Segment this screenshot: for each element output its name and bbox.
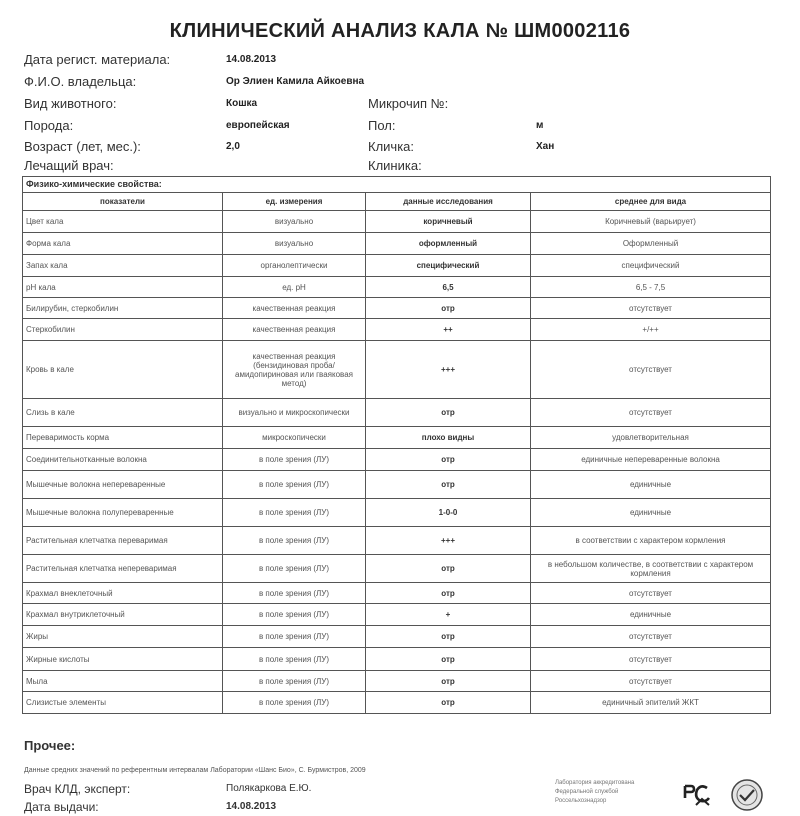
col-header-unit: ед. измерения (223, 193, 366, 211)
cell-unit: визуально и микроскопически (223, 399, 366, 427)
footer-row-doctor (0, 782, 560, 798)
table-row (23, 277, 771, 298)
cell-unit: в поле зрения (ЛУ) (223, 471, 366, 499)
cell-norm: отсутствует (531, 583, 771, 604)
cell-norm: Оформленный (531, 233, 771, 255)
header-row-species (0, 96, 800, 116)
footer-doctor-label: Врач КЛД, эксперт: (24, 782, 131, 796)
age-label: Возраст (лет, мес.): (24, 139, 141, 154)
table-row (23, 233, 771, 255)
cell-norm: 6,5 - 7,5 (531, 277, 771, 298)
results-table (22, 176, 771, 714)
cell-indicator: Стеркобилин (23, 319, 223, 341)
footnote: Данные средних значений по референтным интервалам Лаборатории «Шанс Био», С. Бурмистров, 2009 (24, 767, 366, 774)
reg-date-value: 14.08.2013 (226, 54, 277, 65)
report-title: КЛИНИЧЕСКИЙ АНАЛИЗ КАЛА № ШМ0002116 (169, 20, 631, 42)
cell-result: 6,5 (366, 277, 531, 298)
cell-unit: в поле зрения (ЛУ) (223, 527, 366, 555)
species-label: Вид животного: (24, 96, 117, 111)
species-value: Кошка (226, 98, 258, 109)
cell-norm: отсутствует (531, 399, 771, 427)
table-row (23, 671, 771, 692)
cell-norm: в соответствии с характером кормления (531, 527, 771, 555)
quality-seal-icon (730, 778, 764, 812)
footer-row-issue (0, 800, 560, 816)
table-row (23, 211, 771, 233)
cell-indicator: Мышечные волокна полупереваренные (23, 499, 223, 527)
other-label: Прочее: (24, 738, 76, 753)
cell-unit: в поле зрения (ЛУ) (223, 555, 366, 583)
cell-indicator: Мышечные волокна непереваренные (23, 471, 223, 499)
sex-label: Пол: (368, 118, 396, 133)
cell-norm: единичный эпителий ЖКТ (531, 692, 771, 714)
cell-norm: единичные (531, 471, 771, 499)
cell-norm: специфический (531, 255, 771, 277)
cell-norm: отсутствует (531, 341, 771, 399)
table-row (23, 298, 771, 319)
cell-result: отр (366, 555, 531, 583)
age-value: 2,0 (226, 141, 240, 152)
table-row (23, 341, 771, 399)
cell-indicator: Цвет кала (23, 211, 223, 233)
col-header-norm: среднее для вида (531, 193, 771, 211)
cell-result: специфический (366, 255, 531, 277)
accreditation-text-3: Россельхознадзор (555, 798, 607, 804)
table-row (23, 583, 771, 604)
accreditation-text-2: Федеральной службой (555, 789, 619, 795)
footer-doctor-value: Полякаркова Е.Ю. (226, 783, 312, 794)
cell-result: + (366, 604, 531, 626)
nickname-value: Хан (536, 141, 555, 152)
section-label: Физико-химические свойства: (23, 177, 771, 193)
cell-unit: визуально (223, 211, 366, 233)
cell-result: отр (366, 583, 531, 604)
cell-result: отр (366, 449, 531, 471)
clinic-label: Клиника: (368, 158, 422, 173)
col-header-indicator: показатели (23, 193, 223, 211)
cell-norm: единичные непереваренные волокна (531, 449, 771, 471)
cell-result: +++ (366, 341, 531, 399)
cell-unit: качественная реакция (223, 298, 366, 319)
cell-indicator: Соединительнотканные волокна (23, 449, 223, 471)
table-row (23, 648, 771, 671)
cell-indicator: Растительная клетчатка непереваримая (23, 555, 223, 583)
table-row (23, 319, 771, 341)
table-row (23, 626, 771, 648)
cell-unit: в поле зрения (ЛУ) (223, 671, 366, 692)
cell-unit: в поле зрения (ЛУ) (223, 692, 366, 714)
header-row-doctor (0, 158, 800, 178)
cell-indicator: Форма кала (23, 233, 223, 255)
cell-indicator: Переваримость корма (23, 427, 223, 449)
cell-indicator: Жиры (23, 626, 223, 648)
cell-unit: микроскопически (223, 427, 366, 449)
column-header-row (23, 193, 771, 211)
table-row (23, 604, 771, 626)
cell-result: отр (366, 671, 531, 692)
header-row-age (0, 139, 800, 159)
owner-value: Ор Элиен Камила Айкоевна (226, 76, 365, 87)
table-row (23, 471, 771, 499)
owner-label: Ф.И.О. владельца: (24, 74, 137, 89)
cell-indicator: Билирубин, стеркобилин (23, 298, 223, 319)
table-row (23, 527, 771, 555)
cell-result: отр (366, 626, 531, 648)
cell-indicator: Растительная клетчатка переваримая (23, 527, 223, 555)
cell-norm: удовлетворительная (531, 427, 771, 449)
cell-indicator: pH кала (23, 277, 223, 298)
cell-indicator: Слизь в кале (23, 399, 223, 427)
cell-norm: отсутствует (531, 626, 771, 648)
cell-unit: в поле зрения (ЛУ) (223, 449, 366, 471)
col-header-result: данные исследования (366, 193, 531, 211)
table-row (23, 555, 771, 583)
cell-unit: качественная реакция (бензидиновая проба/амидопириновая или гваяковая метод) (223, 341, 366, 399)
reg-date-label: Дата регист. материала: (24, 52, 171, 67)
cell-norm: отсутствует (531, 298, 771, 319)
cell-indicator: Запах кала (23, 255, 223, 277)
header-row-owner (0, 74, 800, 94)
footer-issue-value: 14.08.2013 (226, 801, 277, 812)
cell-norm: единичные (531, 604, 771, 626)
doctor-label: Лечащий врач: (24, 158, 114, 173)
cell-unit: в поле зрения (ЛУ) (223, 626, 366, 648)
cell-indicator: Слизистые элементы (23, 692, 223, 714)
cell-result: отр (366, 471, 531, 499)
cell-result: 1-0-0 (366, 499, 531, 527)
footer-issue-label: Дата выдачи: (24, 800, 99, 814)
cell-indicator: Крахмал внутриклеточный (23, 604, 223, 626)
table-row (23, 449, 771, 471)
cell-result: плохо видны (366, 427, 531, 449)
cell-unit: ед. pH (223, 277, 366, 298)
accreditation-text-1: Лаборатория аккредитована (555, 780, 635, 786)
sex-value: м (536, 120, 544, 131)
header-row-reg-date (0, 52, 800, 72)
cell-norm: единичные (531, 499, 771, 527)
cell-result: коричневый (366, 211, 531, 233)
cell-unit: в поле зрения (ЛУ) (223, 583, 366, 604)
breed-label: Порода: (24, 118, 74, 133)
cell-result: отр (366, 648, 531, 671)
table-row (23, 427, 771, 449)
cell-norm: отсутствует (531, 671, 771, 692)
cell-unit: в поле зрения (ЛУ) (223, 604, 366, 626)
section-row (23, 177, 771, 193)
cell-indicator: Жирные кислоты (23, 648, 223, 671)
cell-indicator: Кровь в кале (23, 341, 223, 399)
cell-result: +++ (366, 527, 531, 555)
chip-label: Микрочип №: (368, 96, 449, 111)
rst-certification-icon (682, 778, 716, 812)
cell-norm: +/++ (531, 319, 771, 341)
table-row (23, 399, 771, 427)
cell-norm: в небольшом количестве, в соответствии с характером кормления (531, 555, 771, 583)
cell-unit: в поле зрения (ЛУ) (223, 499, 366, 527)
cell-unit: в поле зрения (ЛУ) (223, 648, 366, 671)
table-row (23, 692, 771, 714)
table-row (23, 255, 771, 277)
cell-result: отр (366, 692, 531, 714)
cell-unit: визуально (223, 233, 366, 255)
cell-result: ++ (366, 319, 531, 341)
table-row (23, 499, 771, 527)
cell-result: оформленный (366, 233, 531, 255)
cell-unit: качественная реакция (223, 319, 366, 341)
cell-result: отр (366, 298, 531, 319)
cell-norm: отсутствует (531, 648, 771, 671)
nickname-label: Кличка: (368, 139, 415, 154)
breed-value: европейская (226, 120, 290, 131)
cell-indicator: Мыла (23, 671, 223, 692)
cell-indicator: Крахмал внеклеточный (23, 583, 223, 604)
cell-norm: Коричневый (варьирует) (531, 211, 771, 233)
header-row-breed (0, 118, 800, 138)
cell-result: отр (366, 399, 531, 427)
cell-unit: органолептически (223, 255, 366, 277)
